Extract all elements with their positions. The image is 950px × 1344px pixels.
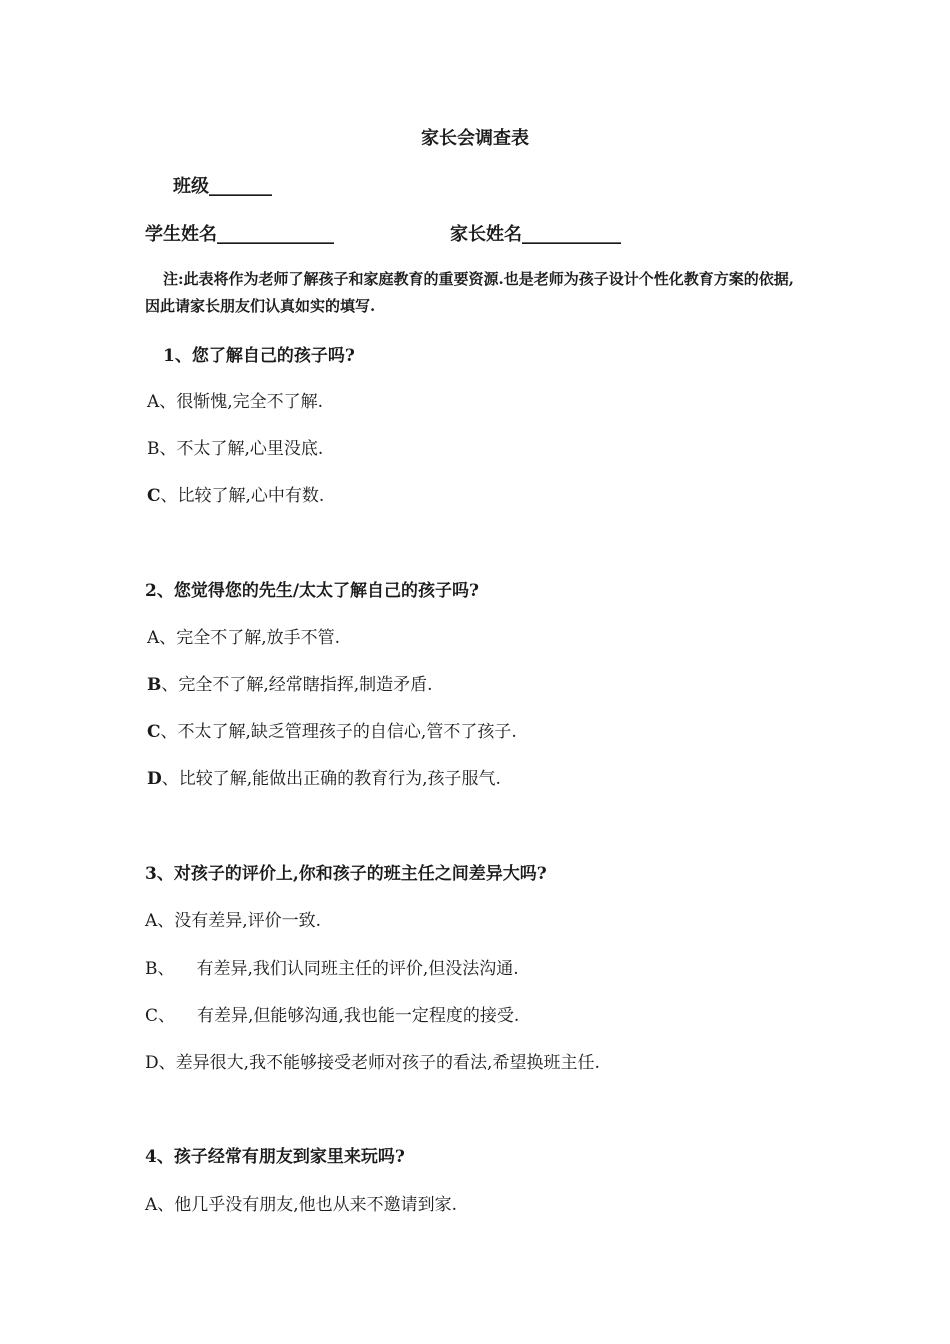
option-text: 不太了解,缺乏管理孩子的自信心,管不了孩子.: [177, 722, 517, 742]
option-letter: C: [145, 1006, 159, 1026]
option-text: 比较了解,心中有数.: [177, 486, 325, 506]
option-letter: A: [147, 628, 160, 648]
question-2-option-a: [147, 623, 340, 648]
option-letter: C: [147, 486, 161, 506]
instruction-note: 注:此表将作为老师了解孩子和家庭教育的重要资源.也是老师为孩子设计个性化教育方案的依据,因此请家长朋友们认真如实的填写.: [145, 270, 794, 315]
question-2-option-b: [147, 670, 433, 695]
option-text: 不太了解,心里没底.: [176, 439, 324, 459]
option-letter: C: [147, 722, 161, 742]
option-separator: 、: [159, 439, 177, 459]
question-2-option-d: [147, 764, 501, 789]
option-text: 很惭愧,完全不了解.: [176, 392, 324, 412]
question-1-option-b: [147, 434, 323, 459]
parent-name-field: 家长姓名___________: [450, 224, 621, 245]
option-separator: 、: [159, 628, 177, 648]
option-letter: D: [147, 769, 162, 789]
option-separator: 、: [157, 1195, 175, 1215]
option-separator: 、: [159, 392, 177, 412]
option-separator: 、: [161, 675, 179, 695]
option-letter: D: [145, 1053, 159, 1073]
option-letter: A: [145, 1195, 158, 1215]
option-text: 他几乎没有朋友,他也从来不邀请到家.: [174, 1195, 458, 1215]
question-4: 4、孩子经常有朋友到家里来玩吗?: [145, 1147, 405, 1167]
page-title: 家长会调查表: [421, 128, 529, 149]
question-3-option-b: [145, 954, 519, 979]
option-text: 完全不了解,放手不管.: [176, 628, 341, 648]
option-separator: 、: [160, 486, 178, 506]
option-separator: 、: [157, 959, 175, 979]
option-letter: A: [147, 392, 160, 412]
option-separator: 、: [158, 1006, 176, 1026]
question-2: 2、您觉得您的先生/太太了解自己的孩子吗?: [145, 581, 479, 601]
question-3: 3、对孩子的评价上,你和孩子的班主任之间差异大吗?: [145, 864, 547, 884]
question-3-option-a: [145, 906, 321, 931]
class-field: 班级_______: [173, 176, 272, 197]
option-letter: B: [147, 675, 162, 695]
option-separator: 、: [160, 722, 178, 742]
option-text: 有差异,但能够沟通,我也能一定程度的接受.: [197, 1006, 520, 1026]
option-separator: 、: [157, 911, 175, 931]
question-4-option-a: [145, 1190, 457, 1215]
question-1-option-a: [147, 387, 323, 412]
option-text: 有差异,我们认同班主任的评价,但没法沟通.: [196, 959, 519, 979]
option-separator: 、: [161, 769, 179, 789]
option-text: 差异很大,我不能够接受老师对孩子的看法,希望换班主任.: [175, 1053, 600, 1073]
option-text: 没有差异,评价一致.: [174, 911, 322, 931]
question-3-option-c: [145, 1001, 519, 1026]
option-letter: B: [145, 959, 158, 979]
student-name-field: 学生姓名_____________: [145, 224, 334, 245]
option-text: 比较了解,能做出正确的教育行为,孩子服气.: [178, 769, 501, 789]
question-3-option-d: [145, 1048, 600, 1073]
option-letter: B: [147, 439, 160, 459]
option-text: 完全不了解,经常瞎指挥,制造矛盾.: [178, 675, 433, 695]
question-2-option-c: [147, 717, 517, 742]
option-letter: A: [145, 911, 158, 931]
question-1-option-c: [147, 481, 324, 506]
option-separator: 、: [158, 1053, 176, 1073]
question-1: 1、您了解自己的孩子吗?: [163, 346, 355, 366]
